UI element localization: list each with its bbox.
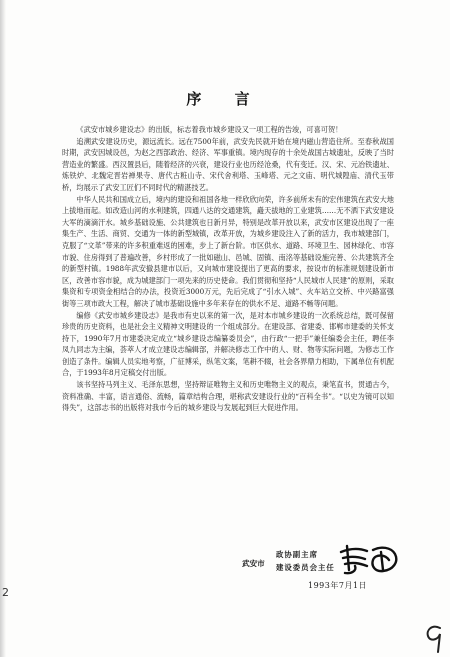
corner-handwritten-mark [420, 622, 448, 656]
paragraph-2: 追溯武安建设历史，源远流长。远在7500年前，武安先民就开始在境内磁山营造住所。至春秋战国时期，武安因城设邑，为赵之西部政治、经济、军事重镇。境内现存的十余处战国古城遗址，反映了当时营造业的繁盛。西汉置县后，随着经济的兴衰，建设行业也历经沧桑，代有变迁。汉、宋、元冶铁遗址、炼铁炉、北魏定晋岩禅果寺、唐代古粧山寺、宋代舍利塔、玉峰塔、元之文庙、明代城隍庙、清代玉带桥，均展示了武安工匠们不同时代的精湛技艺。 [62, 136, 394, 192]
paragraph-5: 该书坚持马列主义、毛泽东思想，坚持辩证唯物主义和历史唯物主义的观点，秉笔直书，贯通古今，资料准确、丰富，语言通俗、流畅，篇章结构合理，堪称武安建设行业的“百科全书”。“以史为镜可以知得失”，这部志书的出版将对我市今后的城乡建设与发展起到巨大促进作用。 [62, 380, 394, 413]
signature-title-line-1: 政协副主席 [276, 550, 318, 559]
handwritten-signature [337, 542, 407, 576]
margin-page-mark: 2 [2, 586, 9, 599]
paragraph-4: 编修《武安市城乡建设志》是我市有史以来的第一次，是对本市城乡建设的一次系统总结，既可保留珍贵的历史资料，也是社会主义精神文明建设的一个组成部分。在建设部、省建委、邯郸市建委的关怀支持下，1990年7月市建委决定成立“城乡建设志编纂委员会”，由行政“一把手”兼任编委会主任，聘任李凤九同志为主编，荟萃人才成立建设志编辑部，并解决修志工作中的人、财、物等实际问题，为修志工作创造了条件。编辑人员实地考察，广征博采，纵笔文案，笔耕不辍，社会各界鼎力相助，下属单位有机配合，于1993年8月定稿交付出版。 [62, 310, 394, 378]
preface-body [62, 124, 394, 414]
page-title: 序 言 [186, 90, 264, 108]
paragraph-1: 《武安市城乡建设志》的出版，标志着我市城乡建设又一项工程的告竣，可喜可贺！ [76, 125, 343, 134]
signature-date: 1993年7月1日 [308, 581, 368, 590]
signature-titles [276, 548, 335, 574]
signature-title-line-2: 建设委员会主任 [276, 563, 335, 572]
signature-org: 武安市 [242, 559, 265, 568]
paragraph-3: 中华人民共和国成立后，境内的建设和祖国各地一样欣欣向荣，许多前所未有的宏伟建筑在武安大地上拔地而起。如改造山河的水利建筑，四通八达的交通建筑，矗天拔地的工业建筑……无不洒下武安建设大军的滴滴汗水。城乡基础设施、公共建筑也日新月异，特别是改革开放以来，武安市区建设出现了一座集生产、生活、商贸、交通为一体的新型城镇，改革开放，为城乡建设注入了新的活力，我市城建部门，克服了“文革”带来的许多积重难返的困难，步上了新台阶。市区供水、道路、环境卫生、园林绿化、市容市貌、住房得到了普遍改善，乡村形成了一批如磁山、邑城、固镇、南洺等基础设施完善、公共建筑齐全的新型村镇。1988年武安撤县建市以后，又向城市建设提出了更高的要求，按设市的标准规划建设新市区，改善市容市貌，成为城建部门一项先来的历史使命。我们贯彻和坚持“人民城市人民建”的原则，采取集资和专项资金相结合的办法，投资近3000万元，先后完成了“引水入城”、火车站立交桥、中兴路富强街等三项市政大工程，解决了城市基础设施中多年来存在的供水不足、道路不畅等问题。 [62, 194, 394, 308]
signature-block [232, 548, 402, 618]
